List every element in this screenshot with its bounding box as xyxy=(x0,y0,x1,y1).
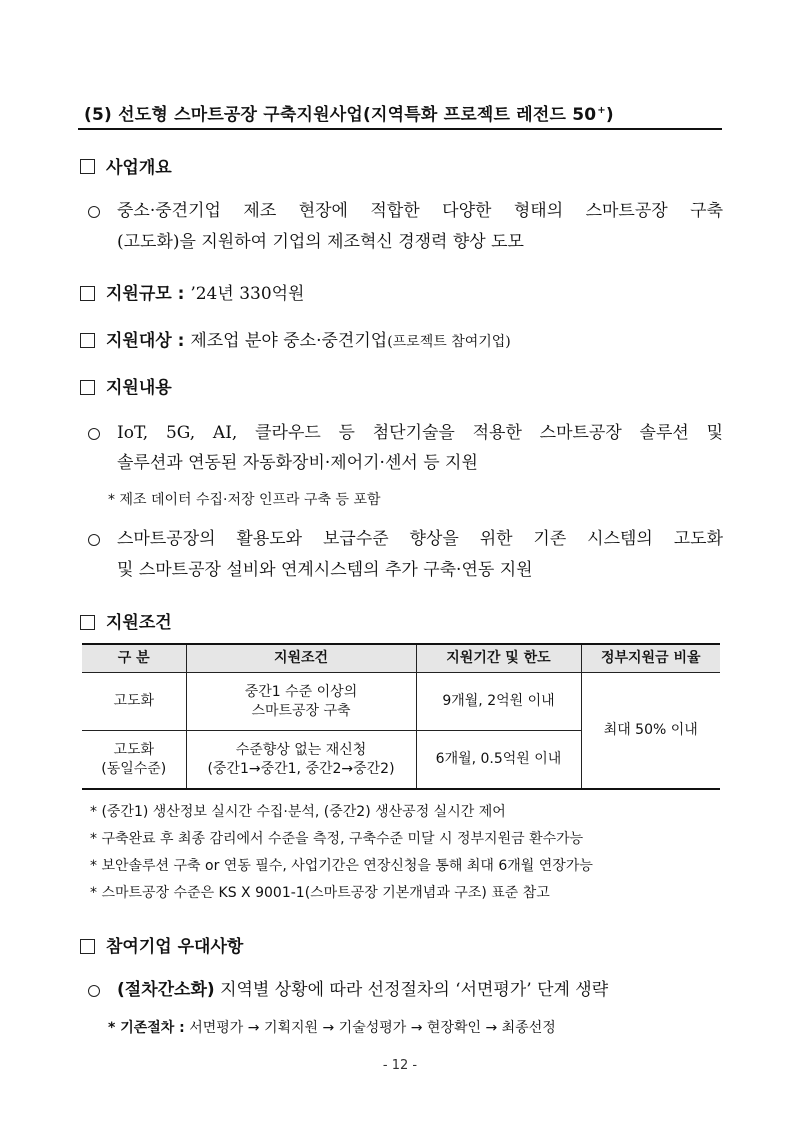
condition-line: (중간1→중간1, 중간2→중간2) xyxy=(207,760,395,777)
section-title-close: ) xyxy=(605,105,614,125)
column-header: 구 분 xyxy=(82,644,186,673)
overview-bullet-line2: (고도화)을 지원하여 기업의 제조혁신 경쟁력 향상 도모 xyxy=(117,232,524,252)
bullet-circle-icon xyxy=(88,985,100,997)
condition-line: 중간1 수준 이상의 xyxy=(244,683,358,700)
content-bullet1-line2: 솔루션과 연동된 자동화장비·제어기·센서 등 지원 xyxy=(117,453,478,473)
preference-bullet xyxy=(117,975,723,1005)
target-row xyxy=(106,326,511,351)
section-title xyxy=(84,100,614,125)
table-cell-period: 6개월, 0.5억원 이내 xyxy=(416,731,581,790)
bullet-circle-icon xyxy=(88,534,100,546)
content-bullet2-line2: 및 스마트공장 설비와 연계시스템의 추가 구축·연동 지원 xyxy=(117,560,533,580)
preference-heading: 참여기업 우대사항 xyxy=(106,937,244,957)
target-note: (프로젝트 참여기업) xyxy=(387,334,511,350)
content-heading: 지원내용 xyxy=(106,378,172,398)
checkbox-square-icon xyxy=(80,380,95,395)
checkbox-square-icon xyxy=(80,615,95,630)
table-cell-condition xyxy=(186,731,416,790)
page-number: - 12 - xyxy=(382,1058,418,1073)
section-title-bar xyxy=(78,96,722,130)
target-label: 지원대상 : xyxy=(106,331,185,351)
footnote: * 보안솔루션 구축 or 연동 필수, 사업기간은 연장신청을 통해 최대 6개월 연장가능 xyxy=(90,858,593,874)
section-title-text: (5) 선도형 스마트공장 구축지원사업(지역특화 프로젝트 레전드 50 xyxy=(84,105,597,125)
checkbox-square-icon xyxy=(80,333,95,348)
conditions-table xyxy=(82,643,720,790)
preference-note-label: * 기존절차 : xyxy=(108,1020,185,1036)
table-cell-ratio: 최대 50% 이내 xyxy=(581,673,720,790)
checkbox-square-icon xyxy=(80,939,95,954)
table-cell-category xyxy=(82,731,186,790)
scale-value: ’24년 330억원 xyxy=(190,284,305,304)
checkbox-square-icon xyxy=(80,159,95,174)
bullet-circle-icon xyxy=(88,428,100,440)
category-line: 고도화 xyxy=(113,741,155,758)
preference-bullet-bold: (절차간소화) xyxy=(117,980,215,1000)
category-line: (동일수준) xyxy=(101,760,167,777)
condition-line: 스마트공장 구축 xyxy=(251,702,351,719)
footnote: * 스마트공장 수준은 KS X 9001-1(스마트공장 기본개념과 구조) 표준 참고 xyxy=(90,885,550,901)
preference-bullet-text: 지역별 상황에 따라 선정절차의 ‘서면평가’ 단계 생략 xyxy=(220,980,609,1000)
column-header: 정부지원금 비율 xyxy=(581,644,720,673)
condition-line: 수준향상 없는 재신청 xyxy=(235,741,367,758)
footnote: * (중간1) 생산정보 실시간 수집·분석, (중간2) 생산공정 실시간 제어 xyxy=(90,804,506,820)
footnote: * 구축완료 후 최종 감리에서 수준을 측정, 구축수준 미달 시 정부지원금 환수가능 xyxy=(90,831,584,847)
preference-note-text: 서면평가 → 기획지원 → 기술성평가 → 현장확인 → 최종선정 xyxy=(189,1020,556,1036)
content-note: * 제조 데이터 수집·저장 인프라 구축 등 포함 xyxy=(108,492,381,508)
scale-row xyxy=(106,279,304,304)
overview-bullet-line1: 중소·중견기업 제조 현장에 적합한 다양한 형태의 스마트공장 구축 xyxy=(117,201,723,221)
content-bullet1-line1: IoT, 5G, AI, 클라우드 등 첨단기술을 적용한 스마트공장 솔루션 및 xyxy=(117,423,723,443)
conditions-heading: 지원조건 xyxy=(106,613,172,633)
checkbox-square-icon xyxy=(80,286,95,301)
target-value: 제조업 분야 중소·중견기업 xyxy=(190,331,388,351)
table-header-row xyxy=(82,644,720,673)
table-cell-category: 고도화 xyxy=(82,673,186,731)
column-header: 지원조건 xyxy=(186,644,416,673)
preference-note xyxy=(108,1017,556,1037)
table-row xyxy=(82,673,720,731)
scale-label: 지원규모 : xyxy=(106,284,185,304)
content-bullet2-line1: 스마트공장의 활용도와 보급수준 향상을 위한 기존 시스템의 고도화 xyxy=(117,529,723,549)
section-title-superscript: + xyxy=(597,105,606,116)
bullet-circle-icon xyxy=(88,206,100,218)
column-header: 지원기간 및 한도 xyxy=(416,644,581,673)
table-cell-condition xyxy=(186,673,416,731)
table-cell-period: 9개월, 2억원 이내 xyxy=(416,673,581,731)
overview-heading: 사업개요 xyxy=(106,158,172,178)
